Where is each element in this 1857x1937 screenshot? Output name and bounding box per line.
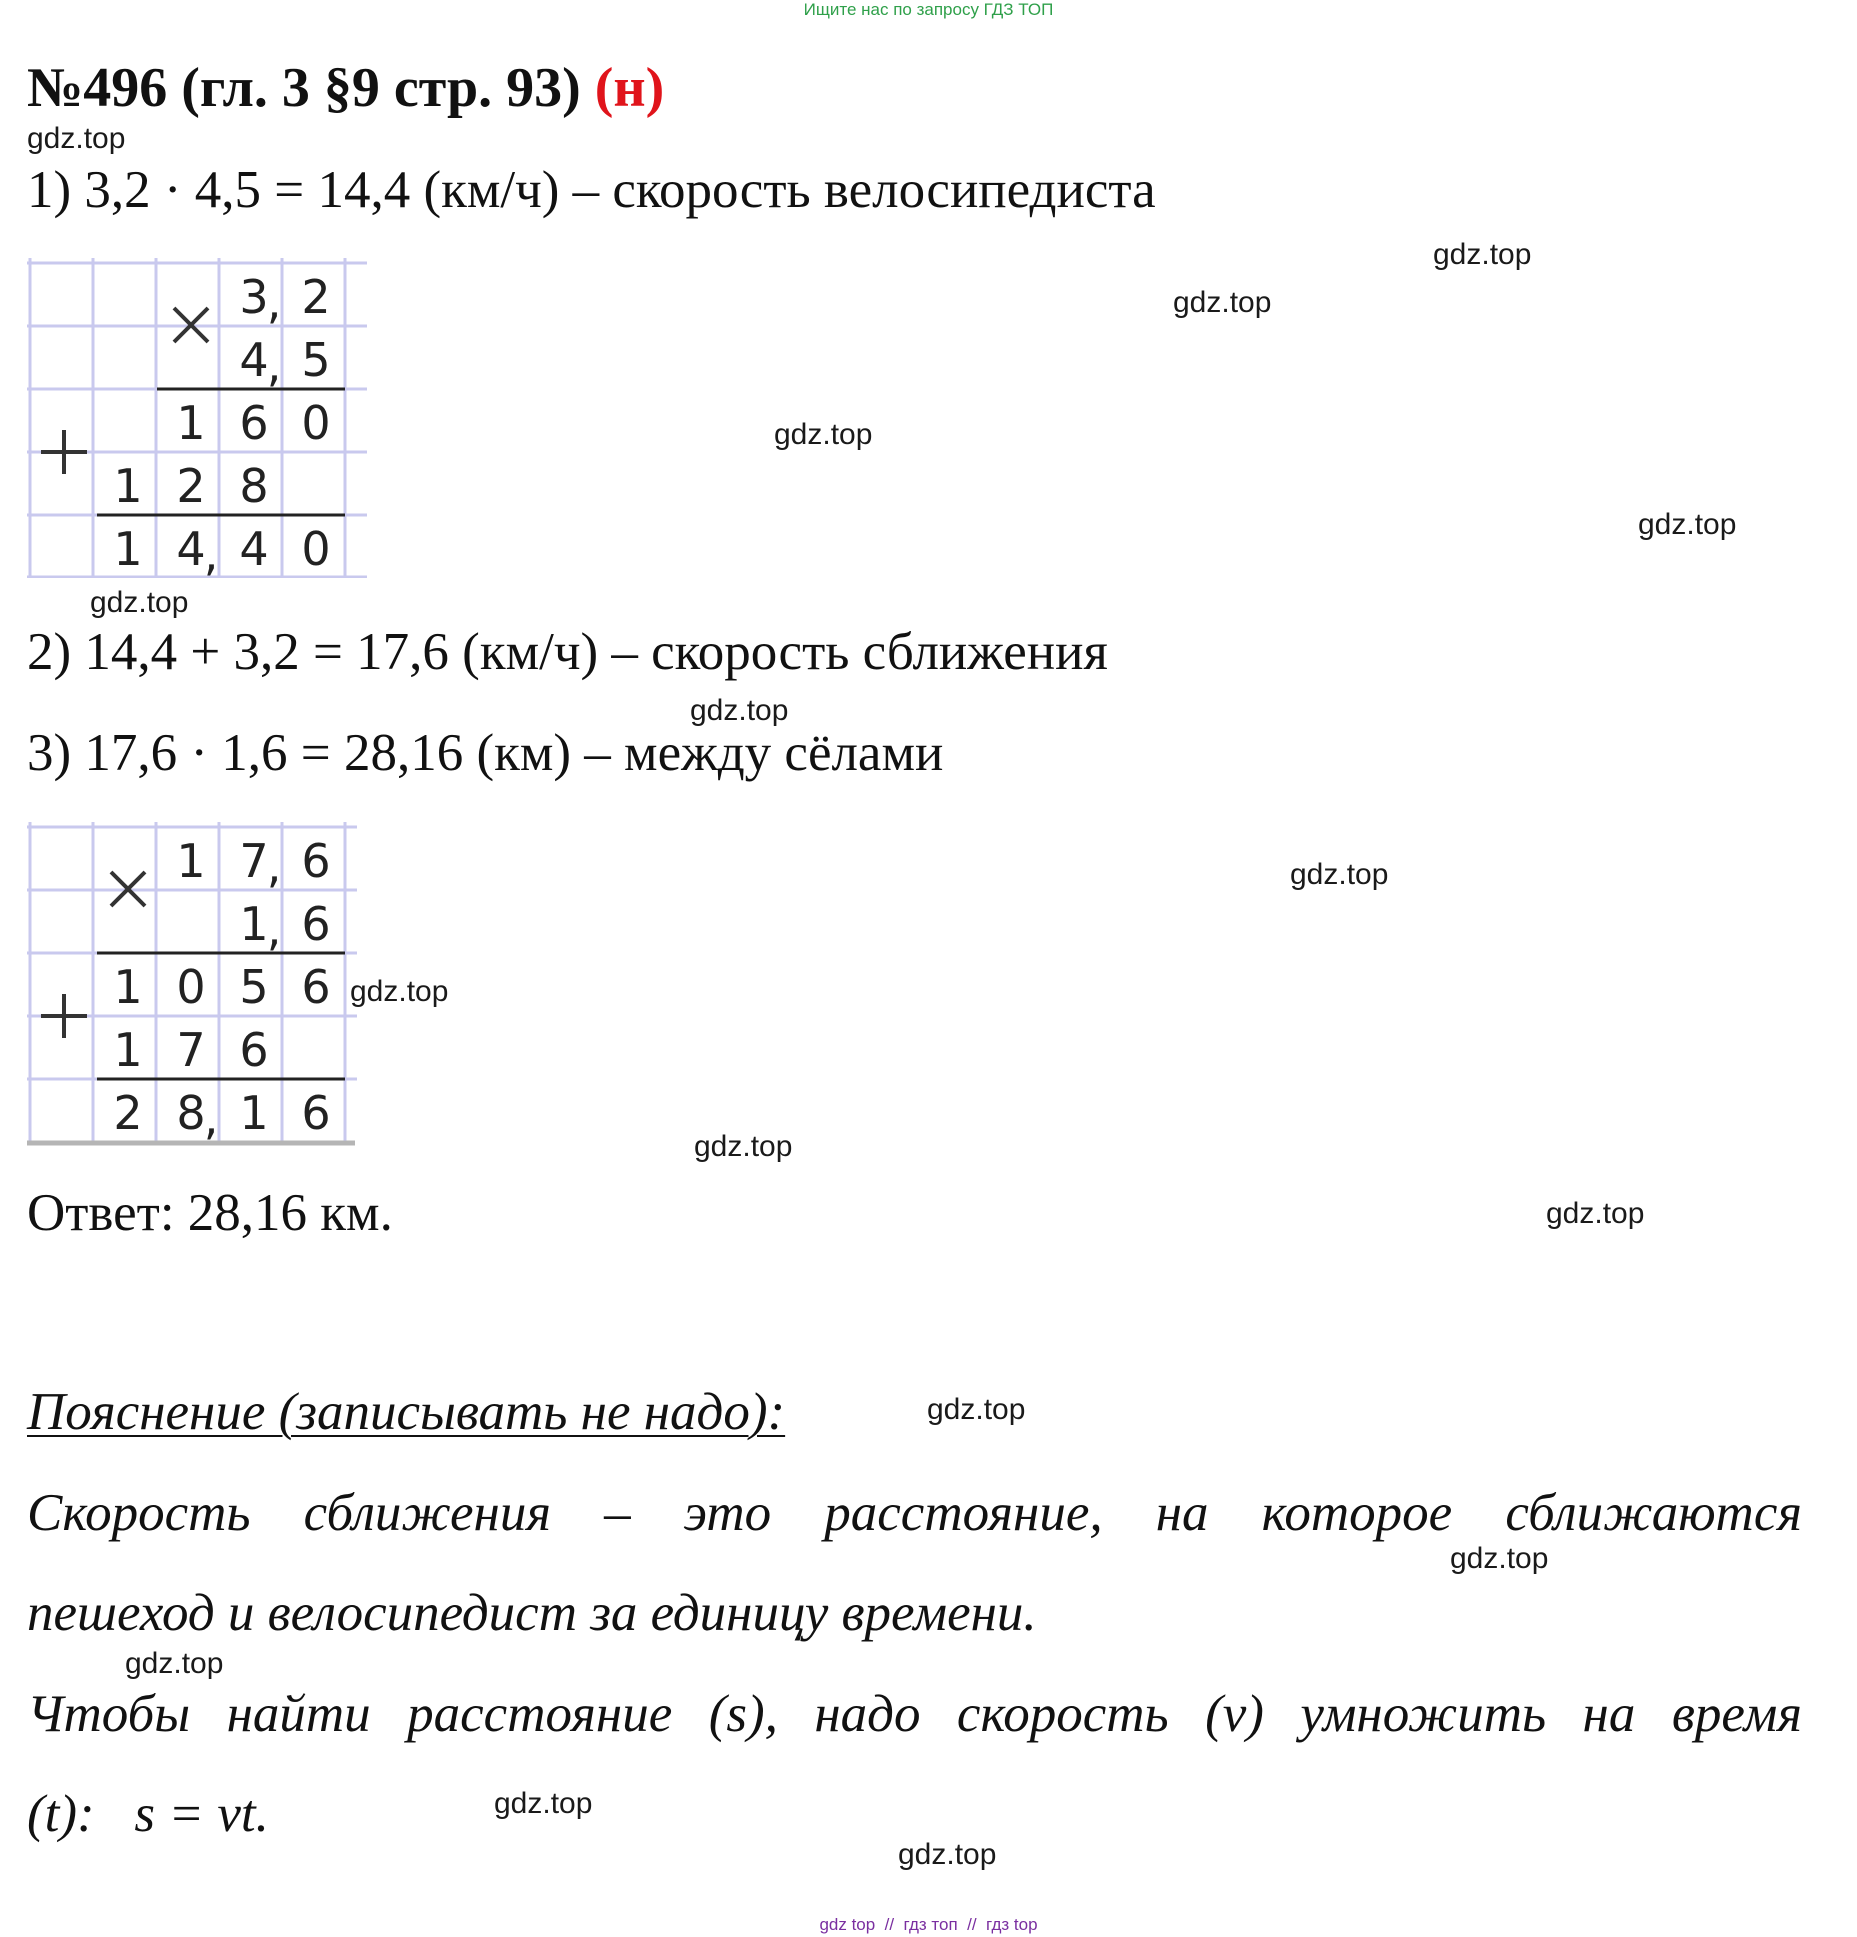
exercise-number: №496 (гл. 3 §9 стр. 93) (27, 57, 581, 119)
digit: 1 (239, 1086, 269, 1140)
digit: 0 (301, 396, 331, 450)
search-banner: Ищите нас по запросу ГДЗ ТОП (803, 0, 1054, 19)
digit: 6 (301, 834, 331, 888)
comma: , (266, 338, 282, 392)
answer: Ответ: 28,16 км. (27, 1184, 393, 1242)
explanation-heading (27, 1382, 785, 1442)
digit: 8 (176, 1086, 206, 1140)
digit: 0 (176, 960, 206, 1014)
watermark: gdz.top (1173, 286, 1272, 319)
watermark: gdz.top (350, 975, 449, 1008)
explanation-formula (27, 1784, 269, 1844)
formula-text: (t): s = vt. (27, 1785, 269, 1843)
watermark: gdz.top (27, 122, 126, 155)
comma: , (266, 902, 282, 956)
watermark: gdz.top (927, 1393, 1026, 1426)
multiplication-grid-1 (27, 258, 367, 583)
digit: 5 (301, 333, 331, 387)
watermark: gdz.top (1638, 508, 1737, 541)
explanation-heading-text: Пояснение (записывать не надо): (27, 1383, 786, 1441)
comma: , (266, 275, 282, 329)
multiplication-grid-2 (27, 822, 367, 1153)
explanation-line-1: Скорость сближения – это расстояние, на которое сближаются (27, 1484, 1802, 1542)
digit: 6 (239, 396, 269, 450)
plus-sign-icon (41, 430, 87, 474)
digit: 4 (239, 333, 269, 387)
watermark: gdz.top (1450, 1542, 1549, 1575)
digit: 7 (176, 1023, 206, 1077)
digit: 3 (239, 270, 269, 324)
digit: 0 (301, 522, 331, 576)
watermark: gdz.top (690, 694, 789, 727)
digit: 8 (239, 459, 269, 513)
digit: 1 (239, 897, 269, 951)
watermark: gdz.top (1433, 238, 1532, 271)
comma: , (266, 839, 282, 893)
digit: 1 (113, 960, 143, 1014)
digit: 1 (176, 396, 206, 450)
digit: 4 (176, 522, 206, 576)
digit: 2 (176, 459, 206, 513)
digit: 2 (301, 270, 331, 324)
digit: 6 (301, 960, 331, 1014)
digit: 6 (301, 1086, 331, 1140)
plus-sign-icon (41, 994, 87, 1038)
digit: 1 (113, 522, 143, 576)
footer: gdz top // гдз топ // гдз top (819, 1915, 1038, 1934)
comma: , (203, 1091, 219, 1145)
digit: 2 (113, 1086, 143, 1140)
step-1: 1) 3,2 · 4,5 = 14,4 (км/ч) – скорость велосипедиста (27, 161, 1156, 219)
step-2: 2) 14,4 + 3,2 = 17,6 (км/ч) – скорость сближения (27, 623, 1108, 681)
digit: 1 (113, 1023, 143, 1077)
watermark: gdz.top (898, 1838, 997, 1871)
digit: 1 (113, 459, 143, 513)
page-title (27, 56, 664, 120)
watermark: gdz.top (125, 1647, 224, 1680)
new-mark: (н) (594, 57, 665, 119)
digit: 6 (301, 897, 331, 951)
explanation-line-3: Чтобы найти расстояние (s), надо скорость (v) умножить на время (27, 1685, 1802, 1743)
watermark: gdz.top (1546, 1197, 1645, 1230)
comma: , (203, 527, 219, 578)
watermark: gdz.top (774, 418, 873, 451)
watermark: gdz.top (694, 1130, 793, 1163)
digit: 6 (239, 1023, 269, 1077)
watermark: gdz.top (90, 586, 189, 619)
digit: 5 (239, 960, 269, 1014)
digit: 4 (239, 522, 269, 576)
step-3: 3) 17,6 · 1,6 = 28,16 (км) – между сёлами (27, 724, 944, 782)
digit: 1 (176, 834, 206, 888)
watermark: gdz.top (1290, 858, 1389, 891)
watermark: gdz.top (494, 1787, 593, 1820)
digit: 7 (239, 834, 269, 888)
explanation-line-2: пешеход и велосипедист за единицу времени. (27, 1584, 1037, 1642)
